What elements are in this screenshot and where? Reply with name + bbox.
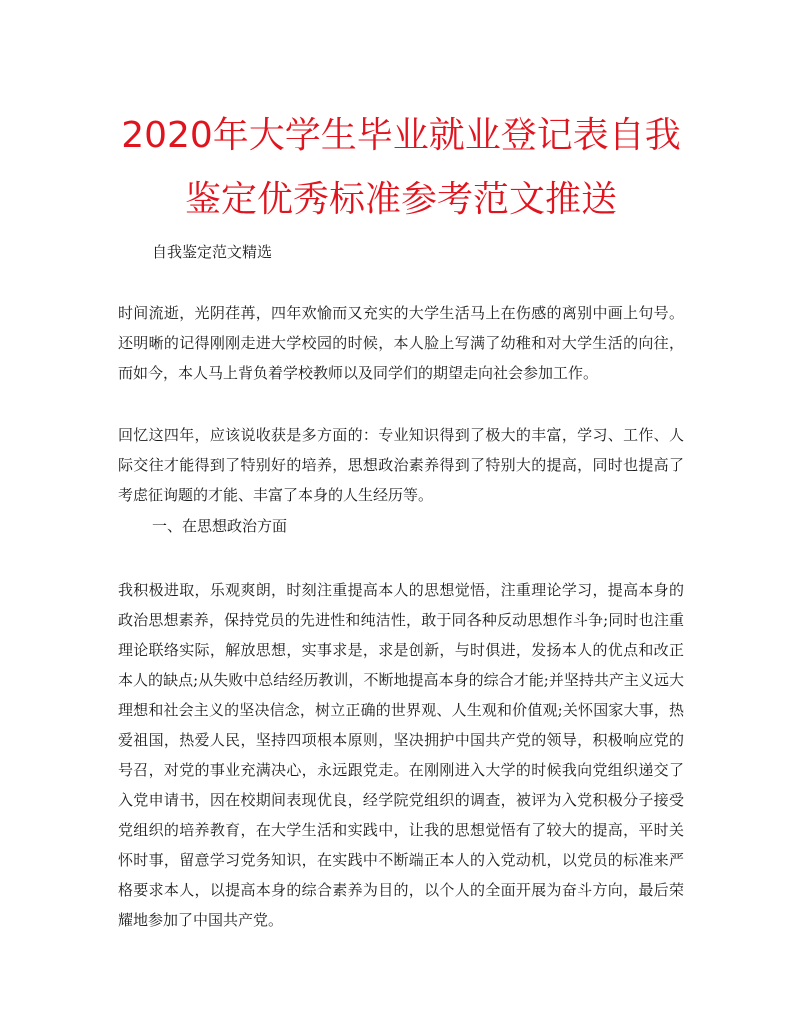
paragraph-political: 我积极进取，乐观爽朗，时刻注重提高本人的思想觉悟，注重理论学习，提高本身的政治思想素养，保持党员的先进性和纯洁性，敢于同各种反动思想作斗争;同时也注重理论联络实际，解放思想，实事求是，求是创新，与时俱进，发扬本人的优点和改正本人的缺点;从失败中总结经历教训，不断地提高本身的综合才能;并坚持共产主义远大理想和社会主义的坚决信念，树立正确的世界观、人生观和价值观;关怀国家大事，热爱祖国，热爱人民，坚持四项根本原则，坚决拥护中国共产党的领导，积极响应党的号召，对党的事业充满决心，永远跟党走。在刚刚进入大学的时候我向党组织递交了入党申请书，因在校期间表现优良，经学院党组织的调查，被评为入党积极分子接受党组织的培养教育，在大学生活和实践中，让我的思想觉悟有了较大的提高，平时关怀时事，留意学习党务知识，在实践中不断端正本人的入党动机，以党员的标准来严格要求本人，以提高本身的综合素养为目的，以个人的全面开展为奋斗方向，最后荣耀地参加了中国共产党。 (118, 581, 684, 929)
document-title: 2020年大学生毕业就业登记表自我鉴定优秀标准参考范文推送 (121, 115, 681, 220)
subheading: 自我鉴定范文精选 (152, 243, 273, 261)
paragraph-intro: 时间流逝，光阴荏苒，四年欢愉而又充实的大学生活马上在伤感的离别中画上句号。还明晰的记得刚刚走进大学校园的时候，本人脸上写满了幼稚和对大学生活的向往，而如今，本人马上背负着学校教师以及同学们的期望走向社会参加工作。 (118, 304, 684, 382)
section-heading: 一、在思想政治方面 (152, 517, 288, 535)
paragraph-review: 回忆这四年，应该说收获是多方面的：专业知识得到了极大的丰富，学习、工作、人际交往才能得到了特别好的培养，思想政治素养得到了特别大的提高，同时也提高了考虑征询题的才能、丰富了本身的人生经历等。 (118, 426, 684, 504)
